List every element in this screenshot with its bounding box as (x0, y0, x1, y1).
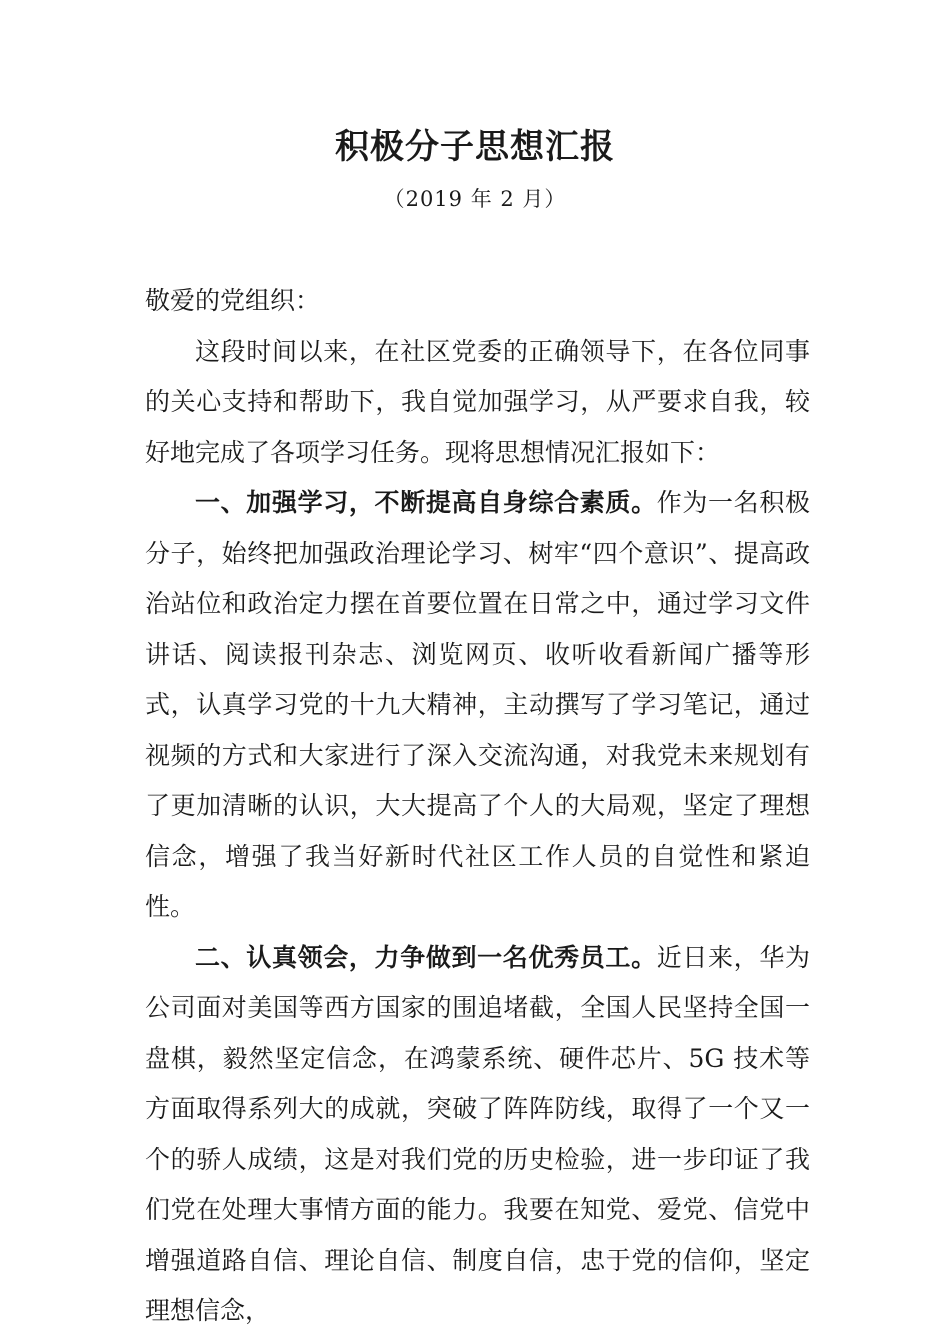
section-one-text: 作为一名积极分子，始终把加强政治理论学习、树牢“四个意识”、提高政治站位和政治定力摆在首要位置在日常之中，通过学习文件讲话、阅读报刊杂志、浏览网页、收听收看新闻广播等形式，认真学习党的十九大精神，主动撰写了学习笔记，通过视频的方式和大家进行了深入交流沟通，对我党未来规划有了更加清晰的认识，大大提高了个人的大局观，坚定了理想信念，增强了我当好新时代社区工作人员的自觉性和紧迫性。 (145, 488, 810, 921)
section-two-paragraph (145, 933, 810, 1337)
document-date: （2019 年 2 月） (383, 187, 567, 211)
intro-paragraph: 这段时间以来，在社区党委的正确领导下，在各位同事的关心支持和帮助下，我自觉加强学习，从严要求自我，较好地完成了各项学习任务。现将思想情况汇报如下： (145, 336, 810, 467)
section-two-heading: 二、认真领会，力争做到一名优秀员工。 (195, 942, 657, 972)
salutation: 敬爱的党组织： (145, 286, 321, 315)
section-two-text: 近日来，华为公司面对美国等西方国家的围追堵截，全国人民坚持全国一盘棋，毅然坚定信念，在鸿蒙系统、硬件芯片、5G 技术等方面取得系列大的成就，突破了阵阵防线，取得了一个又一个的骄人成绩，这是对我们党的历史检验，进一步印证了我们党在处理大事情方面的能力。我要在知党、爱党、信党中增强道路自信、理论自信、制度自信，忠于党的信仰，坚定理想信念， (145, 942, 810, 1325)
section-one-paragraph (145, 478, 810, 933)
document-title: 积极分子思想汇报 (335, 127, 615, 167)
section-one-heading: 一、加强学习，不断提高自身综合素质。 (195, 488, 657, 517)
document-body (145, 276, 810, 1337)
